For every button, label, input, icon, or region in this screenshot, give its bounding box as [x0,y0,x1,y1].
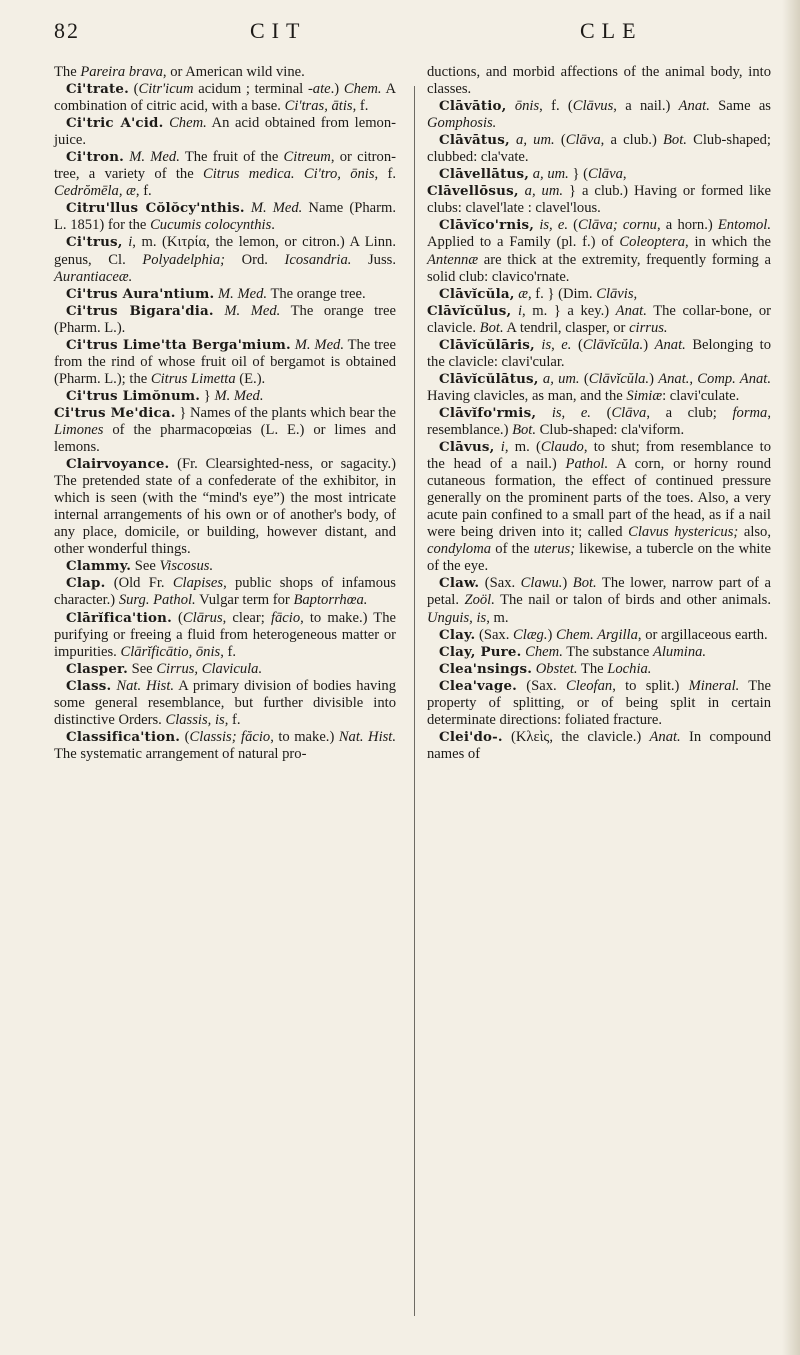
dictionary-entry: Clea'vage. (Sax. Cleofan, to split.) Mineral. The property of splitting, or of being split in certain determinate directions: foliated fracture. [427,677,772,728]
entry-headword: Ci'tric A'cid. [66,115,164,132]
entry-headword: Ci'trus, [66,234,123,251]
entry-headword: Clāvellātus, [439,166,530,183]
dictionary-entry: Clea'nsings. Obstet. The Lochia. [439,660,652,677]
entry-headword: Ci'trus Limŏnum. [66,387,201,404]
dictionary-entry: Clāvĭco'rnis, is, e. (Clāva; cornu, a horn.) Entomol. Applied to a Family (pl. f.) of Coleoptera, in which the Antennæ are thick at the extremity, frequently forming a solid club: clavico'rnate. [427,217,771,285]
entry-headword: Clay, Pure. [439,643,522,660]
right-running-head: CLE [580,18,643,43]
running-header [54,18,754,52]
entry-headword: Clāvĭcŭlāris, [439,336,535,353]
left-column [54,64,396,763]
dictionary-entry: Clāvĭcŭlāris, is, e. (Clāvĭcŭla.) Anat. Belonging to the clavicle: clavi'cular. [427,336,771,370]
column-divider [414,86,415,1316]
entry-headword: Clea'vage. [439,677,518,694]
entry-headword: Ci'trus Aura'ntium. [66,285,215,302]
dictionary-entry: Clāvātus, a, um. (Clāva, a club.) Bot. Club-shaped; clubbed: cla'vate. [427,132,771,166]
entry-headword: Clāvĭco'rnis, [439,217,535,234]
left-running-head: CIT [250,18,307,43]
entry-headword: Clei'do-. [439,728,503,745]
entry-headword: Clāvus, [439,439,495,456]
entry-headword: Ci'trus Me'dica. [54,404,176,421]
dictionary-entry: Clāvus, i, m. (Claudo, to shut; from resemblance to the head of a nail.) Pathol. A corn, or horny round cutaneous formation, the effect of continued pressure generally on the prominent parts of the toes. Also, a very acute pain confined to a small part of the head, as if a nail were being driven into it; called Clavus hystericus; also, condyloma of the uterus; likewise, a tubercle on the white of the eye. [427,439,771,575]
dictionary-entry: Clei'do-. (Κλεὶς, the clavicle.) Anat. In compound names of [427,728,771,762]
dictionary-entry: Clasper. See Cirrus, Clavicula. [66,660,263,677]
right-column [427,64,771,763]
entry-headword: Clāvĭcŭlus, [427,302,512,319]
entry-headword: Ci'trus Lime'tta Berga'mium. [66,336,291,353]
dictionary-entry: Clap. (Old Fr. Clapises, public shops of infamous character.) Surg. Pathol. Vulgar term for Baptorrhœa. [54,575,396,609]
dictionary-entry: Clāvellātus, a, um. } (Clāva, Clāvellōsus, a, um. } a club.) Having or formed like clubs: clavel'late : clavel'lous. [427,166,771,217]
entry-headword: Clea'nsings. [439,660,533,677]
dictionary-entry: Clāvĭfo'rmis, is, e. (Clāva, a club; forma, resemblance.) Bot. Club-shaped: cla'viform. [427,404,771,438]
entry-headword: Clap. [66,575,106,592]
dictionary-entry: ductions, and morbid affections of the animal body, into classes. [427,64,771,98]
dictionary-entry: Ci'trus Aura'ntium. M. Med. The orange tree. [66,285,366,302]
entry-headword: Claw. [439,575,480,592]
entry-headword: Classifica'tion. [66,728,181,745]
dictionary-entry: Ci'trus, i, m. (Κιτρία, the lemon, or citron.) A Linn. genus, Cl. Polyadelphia; Ord. Icosandria. Juss. Aurantiaceæ. [54,234,396,285]
dictionary-entry: Ci'trus Lime'tta Berga'mium. M. Med. The tree from the rind of whose fruit oil of bergamot is obtained (Pharm. L.); the Citrus Limetta (E.). [54,336,396,387]
dictionary-entry: Clammy. See Viscosus. [66,558,214,575]
dictionary-entry: Ci'trus Bigara'dia. M. Med. The orange tree (Pharm. L.). [54,302,396,336]
entry-headword: Clairvoyance. [66,456,170,473]
page-number: 82 [54,18,80,43]
entry-headword: Clay. [439,626,476,643]
entry-headword: Ci'trus Bigara'dia. [66,302,214,319]
entry-headword: Ci'trate. [66,81,129,98]
entry-headword: Clāvātio, [439,98,507,115]
page-edge-shadow [782,0,800,1355]
entry-headword: Class. [66,677,112,694]
entry-headword: Citru'llus Cŏlŏcy'nthis. [66,200,245,217]
dictionary-entry: Clāvĭcŭlātus, a, um. (Clāvĭcŭla.) Anat., Comp. Anat. Having clavicles, as man, and the Simiæ: clavi'culate. [427,370,771,404]
dictionary-entry: Classifica'tion. (Classis; făcio, to make.) Nat. Hist. The systematic arrangement of natural pro- [54,728,397,762]
dictionary-entry: Class. Nat. Hist. A primary division of bodies having some general resemblance, but further divisible into distinctive Orders. Classis, is, f. [54,677,397,728]
entry-headword: Clasper. [66,660,128,677]
dictionary-entry: Clay, Pure. Chem. The substance Alumina. [439,643,707,660]
dictionary-entry: Clairvoyance. (Fr. Clearsighted-ness, or sagacity.) The pretended state of a confederate of the exhibitor, in which is seen (with the “mind's eye”) the most intricate internal arrangements of his own or of another's body, of any place, domicile, or building, however distant, and other wonderful things. [54,456,396,558]
entry-headword: Clāvātus, [439,132,510,149]
entry-headword: Clāvĭfo'rmis, [439,404,537,421]
entry-headword: Clāvellōsus, [427,183,519,200]
entry-headword: Clāvĭcŭlātus, [439,370,539,387]
entry-headword: Clārĭfica'tion. [66,609,172,626]
dictionary-entry: The Pareira brava, or American wild vine. [54,64,305,80]
dictionary-entry: Clay. (Sax. Clæg.) Chem. Argilla, or argillaceous earth. [439,626,768,643]
dictionary-entry: Ci'trus Limŏnum. } M. Med. Ci'trus Me'dica. } Names of the plants which bear the Limones of the pharmacopœias (L. E.) or limes and lemons. [54,387,397,456]
entry-headword: Clammy. [66,558,132,575]
dictionary-entry: Clāvĭcŭla, æ, f. } (Dim. Clāvis, Clāvĭcŭlus, i, m. } a key.) Anat. The collar-bone, or clavicle. Bot. A tendril, clasper, or cirrus. [427,285,771,336]
dictionary-entry: Clārĭfica'tion. (Clārus, clear; fācio, to make.) The purifying or freeing a fluid from heterogeneous matter or impurities. Clārĭficātio, ōnis, f. [54,609,396,660]
dictionary-entry: Claw. (Sax. Clawu.) Bot. The lower, narrow part of a petal. Zoöl. The nail or talon of birds and other animals. Unguis, is, m. [427,575,772,626]
entry-headword: Clāvĭcŭla, [439,285,515,302]
entry-headword: Ci'tron. [66,149,125,166]
dictionary-entry: Clāvātio, ōnis, f. (Clāvus, a nail.) Anat. Same as Gomphosis. [427,98,771,132]
dictionary-entry: Citru'llus Cŏlŏcy'nthis. M. Med. Name (Pharm. L. 1851) for the Cucumis colocynthis. [54,200,396,234]
dictionary-entry: Ci'trate. (Citr'icum acidum ; terminal -ate.) Chem. A combination of citric acid, with a base. Ci'tras, ātis, f. [54,81,396,115]
dictionary-entry: Ci'tric A'cid. Chem. An acid obtained from lemon-juice. [54,115,396,149]
dictionary-entry: Ci'tron. M. Med. The fruit of the Citreum, or citron-tree, a variety of the Citrus medica. Ci'tro, ōnis, f. Cedrŏmēla, æ, f. [54,149,396,200]
